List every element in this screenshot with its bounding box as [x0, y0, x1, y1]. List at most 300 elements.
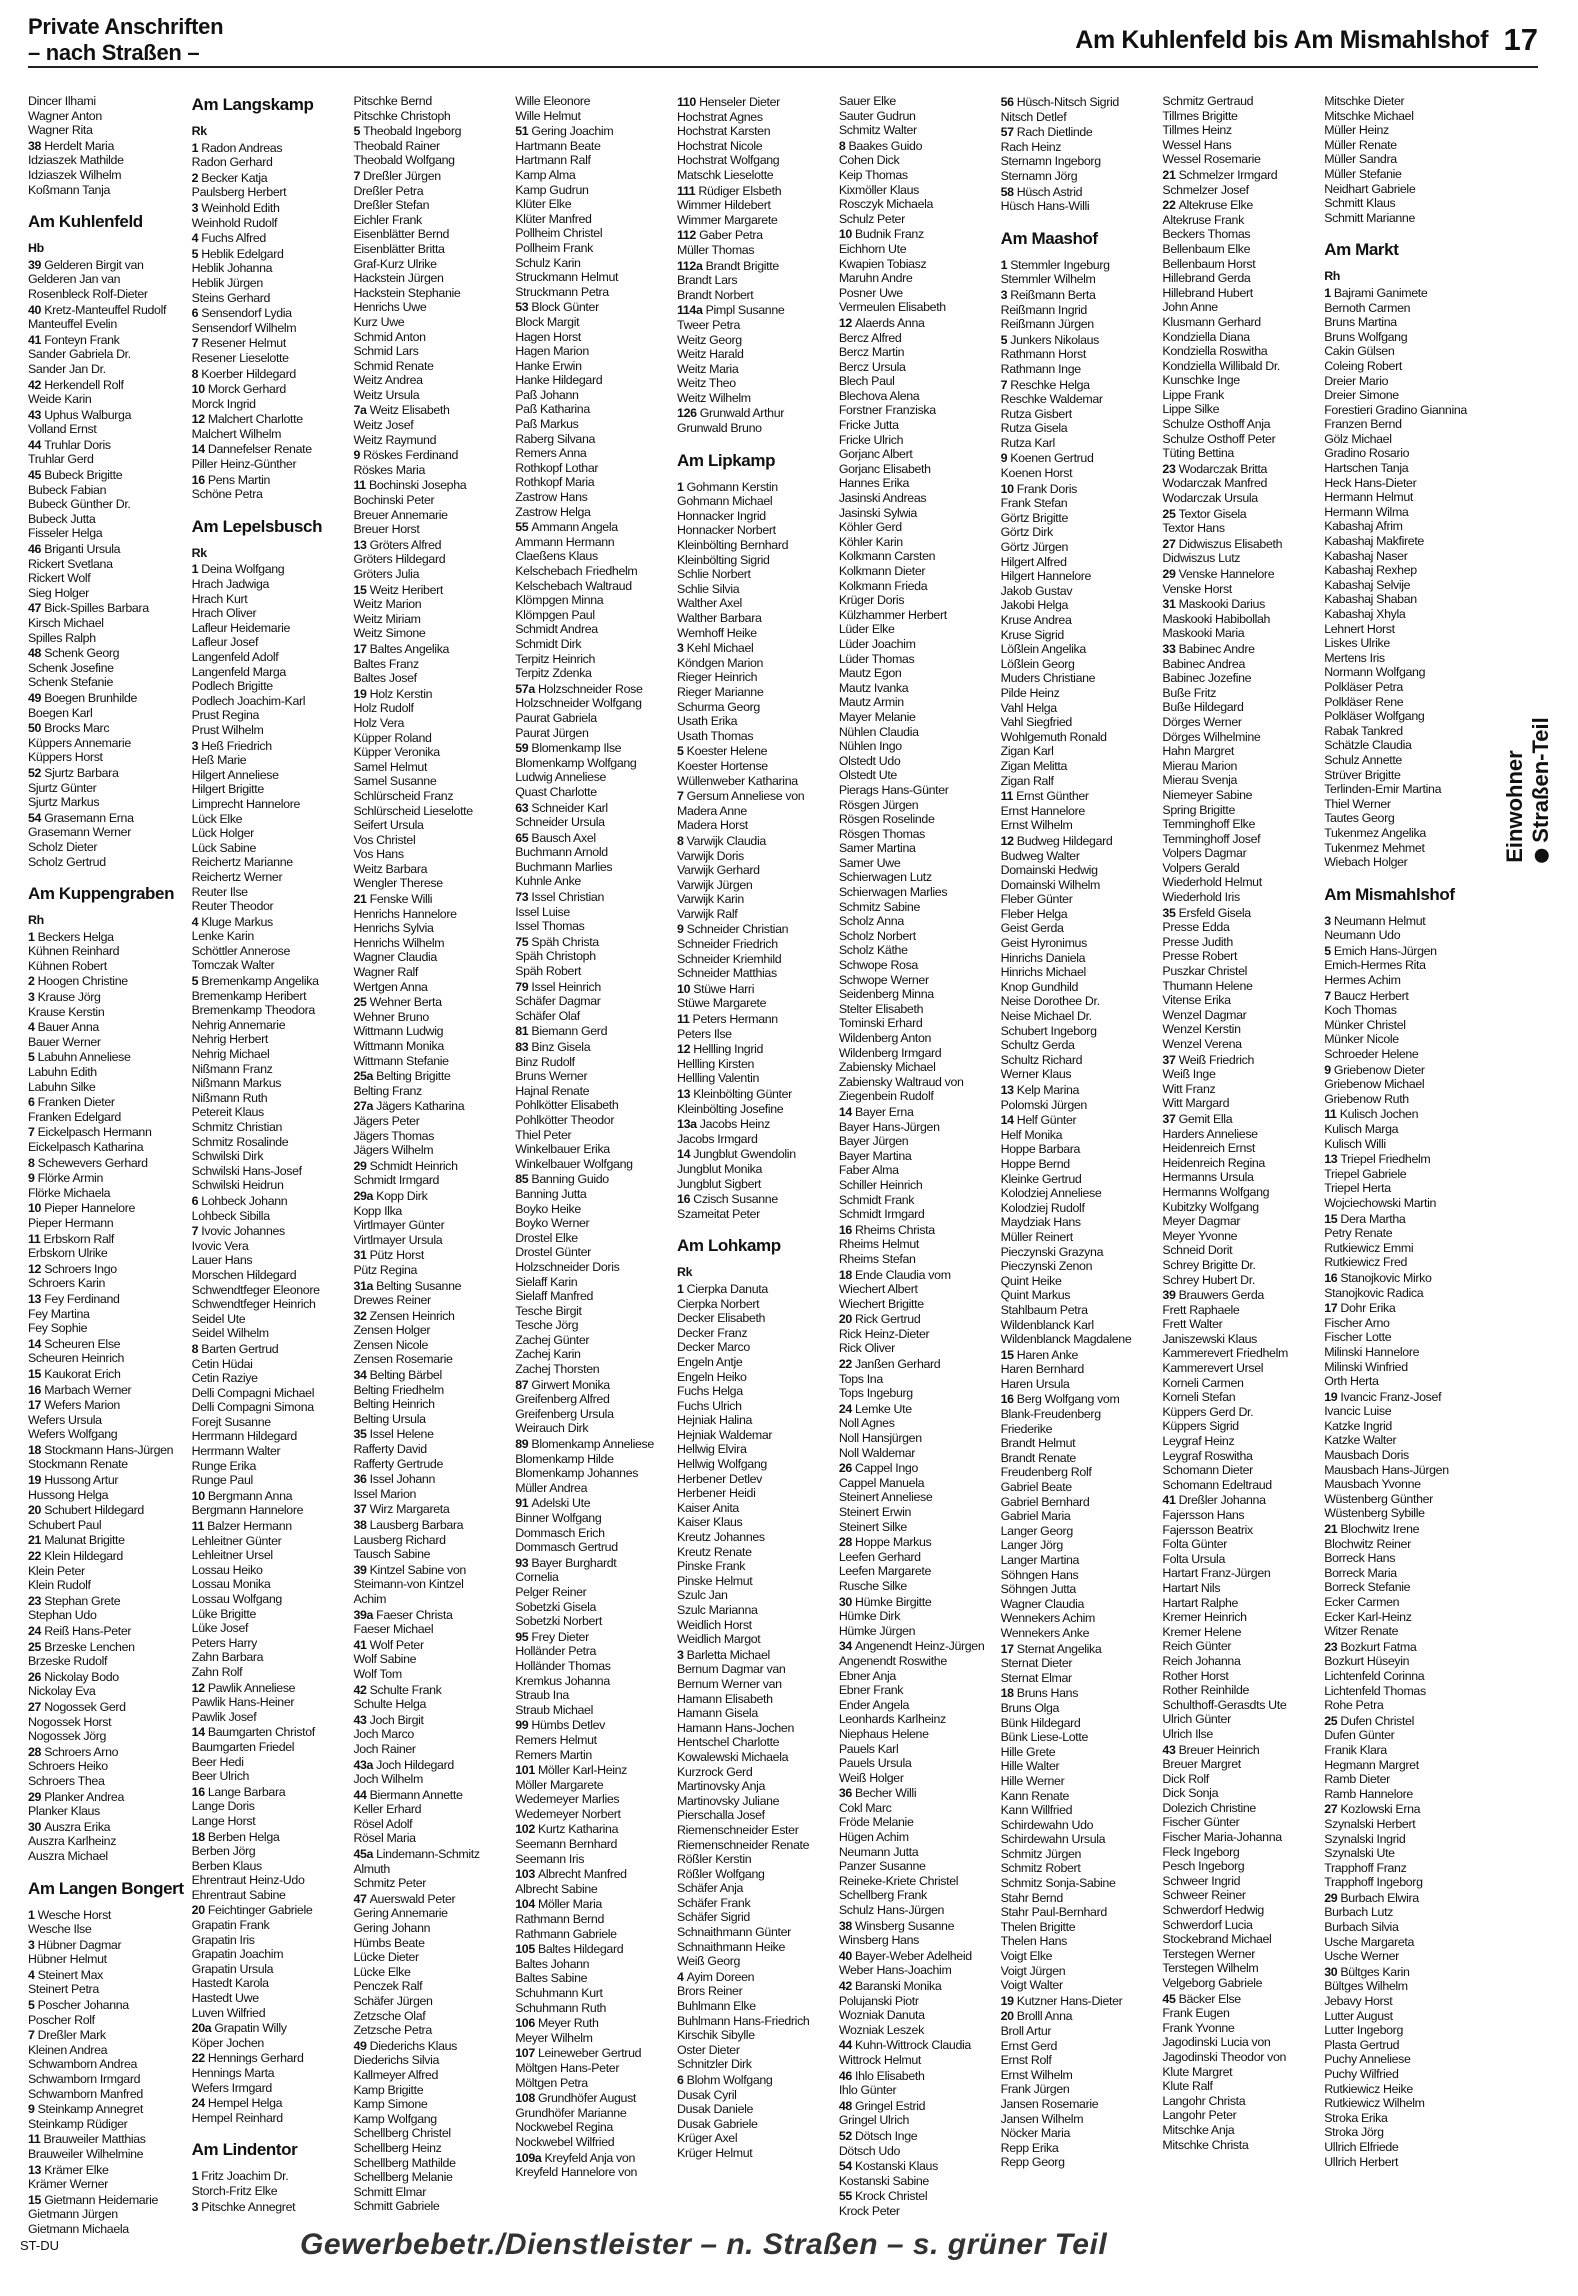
resident-name: Meyer Wilhelm: [515, 2030, 593, 2045]
resident-name: Hillebrand Gerda: [1162, 271, 1251, 286]
resident-name: Schmitz Jürgen: [1000, 1846, 1082, 1861]
resident-entry: [1001, 317, 1155, 332]
resident-entry: [677, 878, 831, 893]
resident-entry: [28, 1982, 184, 1997]
resident-name: Kreyfeld Anja von: [544, 2150, 635, 2165]
resident-entry: [353, 1788, 507, 1803]
resident-entry: [1324, 1345, 1478, 1360]
resident-entry: [1001, 1407, 1155, 1422]
resident-entry: [192, 2066, 346, 2081]
house-number: 27: [28, 1699, 45, 1714]
resident-name: Nühlen Claudia: [838, 724, 919, 739]
resident-entry: [515, 461, 669, 476]
resident-entry: [839, 870, 993, 885]
resident-entry: [677, 1632, 831, 1647]
resident-entry: [1162, 432, 1316, 447]
resident-entry: [353, 508, 507, 523]
resident-entry: [839, 2038, 993, 2053]
resident-entry: [1001, 1113, 1155, 1128]
resident-name: Tausch Sabine: [353, 1547, 431, 1562]
resident-entry: [192, 1621, 346, 1636]
resident-entry: [28, 497, 184, 512]
resident-entry: [1001, 1377, 1155, 1392]
resident-entry: [677, 952, 831, 967]
resident-name: Freudenberg Rolf: [1000, 1465, 1092, 1480]
resident-entry: [1162, 1859, 1316, 1874]
house-number: 28: [28, 1744, 45, 1759]
resident-entry: [192, 1297, 346, 1312]
resident-name: Morck Ingrid: [191, 396, 256, 411]
resident-entry: [1324, 2096, 1478, 2111]
resident-name: Kabashaj Makfirete: [1324, 534, 1424, 549]
resident-entry: [353, 1368, 507, 1383]
house-number: 31: [1162, 597, 1179, 612]
resident-name: Radon Gerhard: [191, 155, 273, 170]
resident-name: Bayer Jürgen: [838, 1134, 909, 1149]
resident-name: Labuhn Anneliese: [37, 1050, 131, 1065]
resident-name: Bercz Ursula: [838, 359, 906, 374]
resident-entry: [515, 1971, 669, 1986]
resident-entry: [1001, 1642, 1155, 1657]
section-label: [28, 14, 223, 66]
resident-entry: [192, 929, 346, 944]
resident-entry: [353, 1143, 507, 1158]
resident-entry: [353, 1054, 507, 1069]
resident-name: Erbskorn Ralf: [43, 1231, 115, 1246]
resident-name: Kühnen Reinhard: [28, 944, 120, 959]
resident-name: Riemenschneider Renate: [677, 1837, 810, 1852]
resident-name: Kintzel Sabine von: [369, 1562, 466, 1577]
resident-entry: [677, 1721, 831, 1736]
resident-name: Zastrow Hans: [515, 490, 588, 505]
resident-entry: [515, 1927, 669, 1942]
resident-entry: [353, 1876, 507, 1891]
resident-name: Hilgert Hannelore: [1000, 569, 1092, 584]
resident-entry: [1162, 612, 1316, 627]
resident-entry: [1324, 651, 1478, 666]
resident-name: Leineweber Gertrud: [537, 2046, 642, 2061]
resident-entry: [1162, 1185, 1316, 1200]
resident-entry: [192, 1695, 346, 1710]
resident-entry: [839, 1933, 993, 1948]
house-number: 42: [838, 1979, 856, 1993]
resident-entry: [192, 1342, 346, 1357]
resident-name: Samel Helmut: [353, 759, 428, 774]
district-code: Hb: [28, 241, 44, 256]
resident-entry: [353, 847, 507, 862]
resident-name: Jägers Wilhelm: [353, 1143, 434, 1158]
resident-name: Bubeck Fabian: [28, 482, 107, 497]
resident-entry: [1324, 109, 1478, 124]
resident-entry: [677, 641, 831, 656]
resident-entry: [839, 1859, 993, 1874]
resident-entry: [515, 1437, 669, 1452]
resident-entry: [353, 184, 507, 199]
resident-name: Hellwig Wolfgang: [677, 1457, 767, 1472]
resident-entry: [192, 797, 346, 812]
resident-entry: [28, 1020, 184, 1035]
resident-entry: [1324, 1802, 1478, 1817]
resident-name: Terpitz Heinrich: [515, 651, 596, 666]
resident-name: Gölz Michael: [1324, 431, 1392, 446]
resident-entry: [192, 915, 346, 930]
house-number: 53: [515, 300, 532, 315]
resident-name: Becker Katja: [201, 170, 268, 185]
resident-name: Hamann Elisabeth: [677, 1691, 773, 1706]
resident-entry: [28, 2043, 184, 2058]
resident-entry: [353, 1652, 507, 1667]
resident-name: Krause Jörg: [37, 990, 101, 1005]
street-heading: Am Kuhlenfeld: [28, 212, 143, 232]
resident-entry: [677, 670, 831, 685]
resident-entry: [192, 171, 346, 186]
resident-entry: [677, 139, 831, 154]
resident-entry: [839, 2144, 993, 2159]
resident-entry: [839, 812, 993, 827]
resident-name: Nehrig Michael: [191, 1047, 270, 1062]
resident-entry: [839, 1874, 993, 1889]
resident-name: Thiel Peter: [515, 1127, 572, 1142]
resident-entry: [677, 818, 831, 833]
resident-name: Zachej Günter: [515, 1332, 590, 1347]
resident-name: Beckers Thomas: [1162, 227, 1251, 242]
resident-entry: [192, 367, 346, 382]
resident-entry: [677, 1207, 831, 1222]
house-number: 30: [1324, 1964, 1341, 1979]
resident-entry: [677, 567, 831, 582]
resident-entry: [515, 726, 669, 741]
resident-entry: [839, 1564, 993, 1579]
resident-name: Klusmann Gerhard: [1162, 314, 1261, 329]
resident-name: Holz Kerstin: [369, 686, 433, 701]
resident-name: Winkelbauer Erika: [515, 1142, 610, 1157]
resident-entry: [839, 1639, 993, 1654]
resident-entry: [515, 682, 669, 697]
resident-name: Korneli Carmen: [1162, 1375, 1244, 1390]
resident-name: Winkelbauer Wolfgang: [515, 1156, 633, 1171]
resident-name: Zigan Karl: [1000, 744, 1054, 759]
district-code: Rh: [1324, 269, 1341, 284]
resident-name: Baumgarten Friedel: [191, 1739, 295, 1754]
resident-name: Lauer Hans: [191, 1253, 253, 1268]
house-number: 59: [515, 741, 532, 756]
resident-entry: [1162, 2006, 1316, 2021]
resident-entry: [1162, 582, 1316, 597]
resident-entry: [1324, 1920, 1478, 1935]
resident-name: Klein Rudolf: [28, 1578, 91, 1593]
house-number: 5: [191, 974, 202, 989]
resident-entry: [1324, 1107, 1478, 1122]
house-number: 50: [28, 721, 45, 736]
resident-entry: [353, 1383, 507, 1398]
resident-name: Pieper Hannelore: [44, 1201, 136, 1216]
resident-name: Weide Karin: [28, 392, 92, 407]
resident-entry: [515, 490, 669, 505]
resident-name: Lippe Silke: [1162, 402, 1220, 417]
resident-name: Kondziella Roswitha: [1162, 344, 1268, 359]
resident-name: Sander Jan Dr.: [28, 361, 106, 376]
resident-entry: [515, 2046, 669, 2061]
resident-name: Schmitz Sonja-Sabine: [1000, 1876, 1116, 1891]
resident-entry: [28, 1383, 184, 1398]
resident-entry: [839, 2174, 993, 2189]
resident-entry: [515, 785, 669, 800]
resident-name: Grapatin Joachim: [191, 1947, 284, 1962]
resident-name: Hartmann Beate: [515, 138, 601, 153]
resident-name: Fisseler Helga: [28, 526, 103, 541]
house-number: 2: [28, 974, 38, 989]
resident-name: Gabriel Maria: [1000, 1509, 1071, 1524]
resident-entry: [192, 1918, 346, 1933]
house-number: 16: [838, 1222, 856, 1237]
resident-entry: [839, 1060, 993, 1075]
resident-entry: [1001, 1538, 1155, 1553]
district-code: Rh: [28, 913, 44, 928]
resident-entry: [192, 694, 346, 709]
resident-name: Nitsch Detlef: [1000, 109, 1067, 124]
resident-entry: [515, 2106, 669, 2121]
house-number: 10: [191, 382, 208, 397]
resident-name: Kixmöller Klaus: [838, 182, 919, 197]
resident-name: Virtlmayer Ursula: [353, 1232, 443, 1247]
resident-name: Bruns Werner: [515, 1069, 588, 1084]
resident-entry: [677, 1706, 831, 1721]
resident-entry: [1162, 1932, 1316, 1947]
house-number: 27: [1324, 1802, 1341, 1817]
resident-name: Junkers Nikolaus: [1010, 332, 1099, 347]
resident-name: Nockwebel Wilfried: [515, 2134, 615, 2149]
resident-entry: [353, 2009, 507, 2024]
resident-name: Krause Kerstin: [28, 1004, 105, 1019]
resident-entry: [515, 417, 669, 432]
resident-entry: [1001, 436, 1155, 451]
resident-entry: [1162, 2065, 1316, 2080]
resident-entry: [839, 183, 993, 198]
resident-name: Schmitz Walter: [838, 123, 917, 138]
resident-entry: [677, 213, 831, 228]
resident-entry: [353, 1472, 507, 1487]
resident-entry: [1324, 709, 1478, 724]
resident-name: Langenfeld Adolf: [191, 650, 279, 664]
resident-entry: [192, 1859, 346, 1874]
resident-name: Schäfer Sigrid: [677, 1910, 750, 1925]
resident-name: Schätzle Claudia: [1324, 738, 1412, 753]
resident-entry: [515, 1421, 669, 1436]
resident-name: Domainski Wilhelm: [1000, 877, 1100, 892]
resident-name: Theobald Wolfgang: [353, 153, 455, 168]
resident-entry: [28, 392, 184, 407]
resident-entry: [1162, 1566, 1316, 1581]
resident-entry: [839, 1830, 993, 1845]
resident-name: Volpers Dagmar: [1162, 846, 1247, 861]
resident-entry: [839, 1193, 993, 1208]
resident-entry: [28, 1351, 184, 1366]
resident-name: Möller Margarete: [515, 1777, 604, 1792]
resident-entry: [1162, 388, 1316, 403]
resident-entry: [28, 1005, 184, 1020]
resident-entry: [28, 781, 184, 796]
resident-name: Fritz Joachim Dr.: [201, 2169, 289, 2184]
house-number: 1: [1000, 257, 1011, 272]
resident-entry: [839, 197, 993, 212]
resident-name: Kurz Uwe: [353, 314, 405, 329]
resident-entry: [677, 1192, 831, 1207]
resident-entry: [1001, 1730, 1155, 1745]
resident-name: Sauter Gudrun: [838, 108, 916, 123]
resident-entry: [839, 1105, 993, 1120]
resident-entry: [677, 1765, 831, 1780]
resident-name: Werner Klaus: [1000, 1067, 1072, 1082]
resident-entry: [1324, 2052, 1478, 2067]
resident-entry: [1001, 892, 1155, 907]
resident-entry: [515, 1585, 669, 1600]
resident-name: Bozkurt Hüseyin: [1324, 1654, 1410, 1669]
resident-entry: [353, 1069, 507, 1084]
resident-entry: [1162, 1743, 1316, 1758]
resident-entry: [353, 2039, 507, 2054]
resident-name: Binz Rudolf: [515, 1054, 575, 1069]
resident-name: Grundhöfer Marianne: [515, 2105, 627, 2120]
resident-name: Reißmann Berta: [1010, 287, 1096, 302]
resident-entry: [839, 153, 993, 168]
resident-entry: [515, 2165, 669, 2180]
resident-entry: [1001, 1774, 1155, 1789]
resident-name: Kaiser Anita: [677, 1500, 739, 1515]
resident-name: Biermann Annette: [369, 1787, 463, 1802]
resident-entry: [28, 2117, 184, 2132]
resident-name: Mierau Svenja: [1162, 773, 1238, 788]
resident-name: Kruse Andrea: [1000, 613, 1072, 627]
resident-entry: [1162, 551, 1316, 566]
resident-name: Henrichs Sylvia: [353, 921, 434, 936]
resident-entry: [1162, 597, 1316, 612]
resident-entry: [839, 360, 993, 375]
resident-name: Stockebrand Michael: [1162, 1932, 1272, 1947]
resident-entry: [839, 506, 993, 521]
resident-name: Tesche Jörg: [515, 1318, 579, 1333]
resident-entry: [1324, 1949, 1478, 1964]
resident-entry: [677, 611, 831, 626]
resident-name: Schneid Dorit: [1162, 1243, 1233, 1258]
house-number: 21: [1162, 167, 1179, 182]
resident-entry: [1162, 2108, 1316, 2123]
resident-entry: [1324, 1832, 1478, 1847]
resident-entry: [192, 457, 346, 472]
resident-entry: [353, 257, 507, 272]
resident-entry: [839, 1712, 993, 1727]
resident-name: Terlinden-Emir Martina: [1324, 782, 1442, 797]
resident-entry: [1162, 109, 1316, 124]
resident-entry: [1324, 1506, 1478, 1521]
resident-entry: [1001, 1611, 1155, 1626]
resident-entry: [515, 1540, 669, 1555]
street-heading: Am Langskamp: [191, 95, 314, 114]
resident-entry: [28, 1232, 184, 1247]
resident-entry: [192, 216, 346, 231]
resident-entry: [515, 564, 669, 579]
resident-name: Heblik Jürgen: [191, 275, 263, 290]
resident-entry: [1162, 1845, 1316, 1860]
resident-entry: [677, 2028, 831, 2043]
house-number: 9: [28, 2102, 38, 2117]
resident-entry: [1162, 1243, 1316, 1258]
resident-name: Ayim Doreen: [686, 1969, 755, 1984]
resident-entry: [353, 1412, 507, 1427]
resident-name: Bayer Burghardt: [531, 1555, 617, 1570]
resident-name: Stephan Udo: [28, 1608, 97, 1623]
resident-name: Dincer Ilhami: [28, 94, 96, 108]
resident-name: Remers Martin: [515, 1747, 592, 1762]
resident-entry: [353, 642, 507, 657]
resident-entry: [1001, 1009, 1155, 1024]
resident-name: Keip Thomas: [838, 167, 908, 182]
resident-name: Venske Horst: [1162, 581, 1232, 596]
resident-name: Rutkiewicz Emmi: [1324, 1240, 1414, 1255]
resident-name: Lücke Dieter: [353, 1950, 419, 1965]
resident-name: Hermanns Wolfgang: [1162, 1184, 1270, 1199]
house-number: 12: [191, 412, 208, 427]
resident-name: Weidlich Horst: [677, 1617, 752, 1632]
resident-entry: [1001, 2097, 1155, 2112]
resident-entry: [28, 2163, 184, 2178]
resident-name: Neumann Udo: [1324, 928, 1401, 943]
resident-entry: [1162, 1654, 1316, 1669]
house-number: 29: [1162, 567, 1179, 581]
resident-name: Issel Christian: [531, 890, 604, 905]
resident-name: Cetin Raziye: [191, 1371, 258, 1386]
resident-name: Klute Ralf: [1162, 2079, 1213, 2094]
resident-entry: [192, 1755, 346, 1770]
resident-entry: [353, 2170, 507, 2185]
resident-name: Schmitz Rosalinde: [191, 1134, 289, 1149]
resident-name: Auszra Michael: [28, 1848, 108, 1863]
house-number: 10: [191, 1488, 208, 1503]
resident-name: Herdelt Maria: [44, 138, 115, 153]
resident-name: Eickelpasch Katharina: [28, 1140, 144, 1154]
resident-name: Terpitz Zdenka: [515, 666, 592, 681]
resident-entry: [353, 463, 507, 478]
resident-name: Issel Helene: [369, 1427, 434, 1442]
resident-name: Banning Jutta: [515, 1186, 587, 1201]
resident-name: Kleinke Gertrud: [1000, 1171, 1082, 1186]
resident-entry: [515, 845, 669, 860]
resident-entry: [515, 666, 669, 681]
resident-name: Boyko Heike: [515, 1201, 581, 1216]
resident-entry: [515, 139, 669, 154]
resident-name: Planker Klaus: [28, 1804, 100, 1819]
resident-entry: [1162, 846, 1316, 861]
resident-name: Hüsch-Nitsch Sigrid: [1016, 95, 1119, 109]
house-number: 7: [191, 1224, 202, 1239]
resident-name: Haren Anke: [1016, 1347, 1079, 1362]
resident-entry: [677, 1881, 831, 1896]
resident-name: Schneider Ursula: [515, 815, 605, 830]
resident-entry: [353, 2083, 507, 2098]
resident-entry: [515, 197, 669, 212]
resident-entry: [28, 675, 184, 690]
resident-entry: [1324, 94, 1478, 109]
resident-name: Weitz Raymund: [353, 432, 437, 447]
resident-name: Zetzsche Olaf: [353, 2008, 426, 2023]
resident-entry: [1162, 832, 1316, 847]
resident-name: Paurat Jürgen: [515, 725, 589, 740]
resident-entry: [28, 1640, 184, 1655]
resident-entry: [677, 1042, 831, 1057]
resident-entry: [192, 1873, 346, 1888]
house-number: 112: [677, 228, 700, 243]
resident-entry: [192, 1371, 346, 1386]
resident-entry: [28, 2207, 184, 2222]
